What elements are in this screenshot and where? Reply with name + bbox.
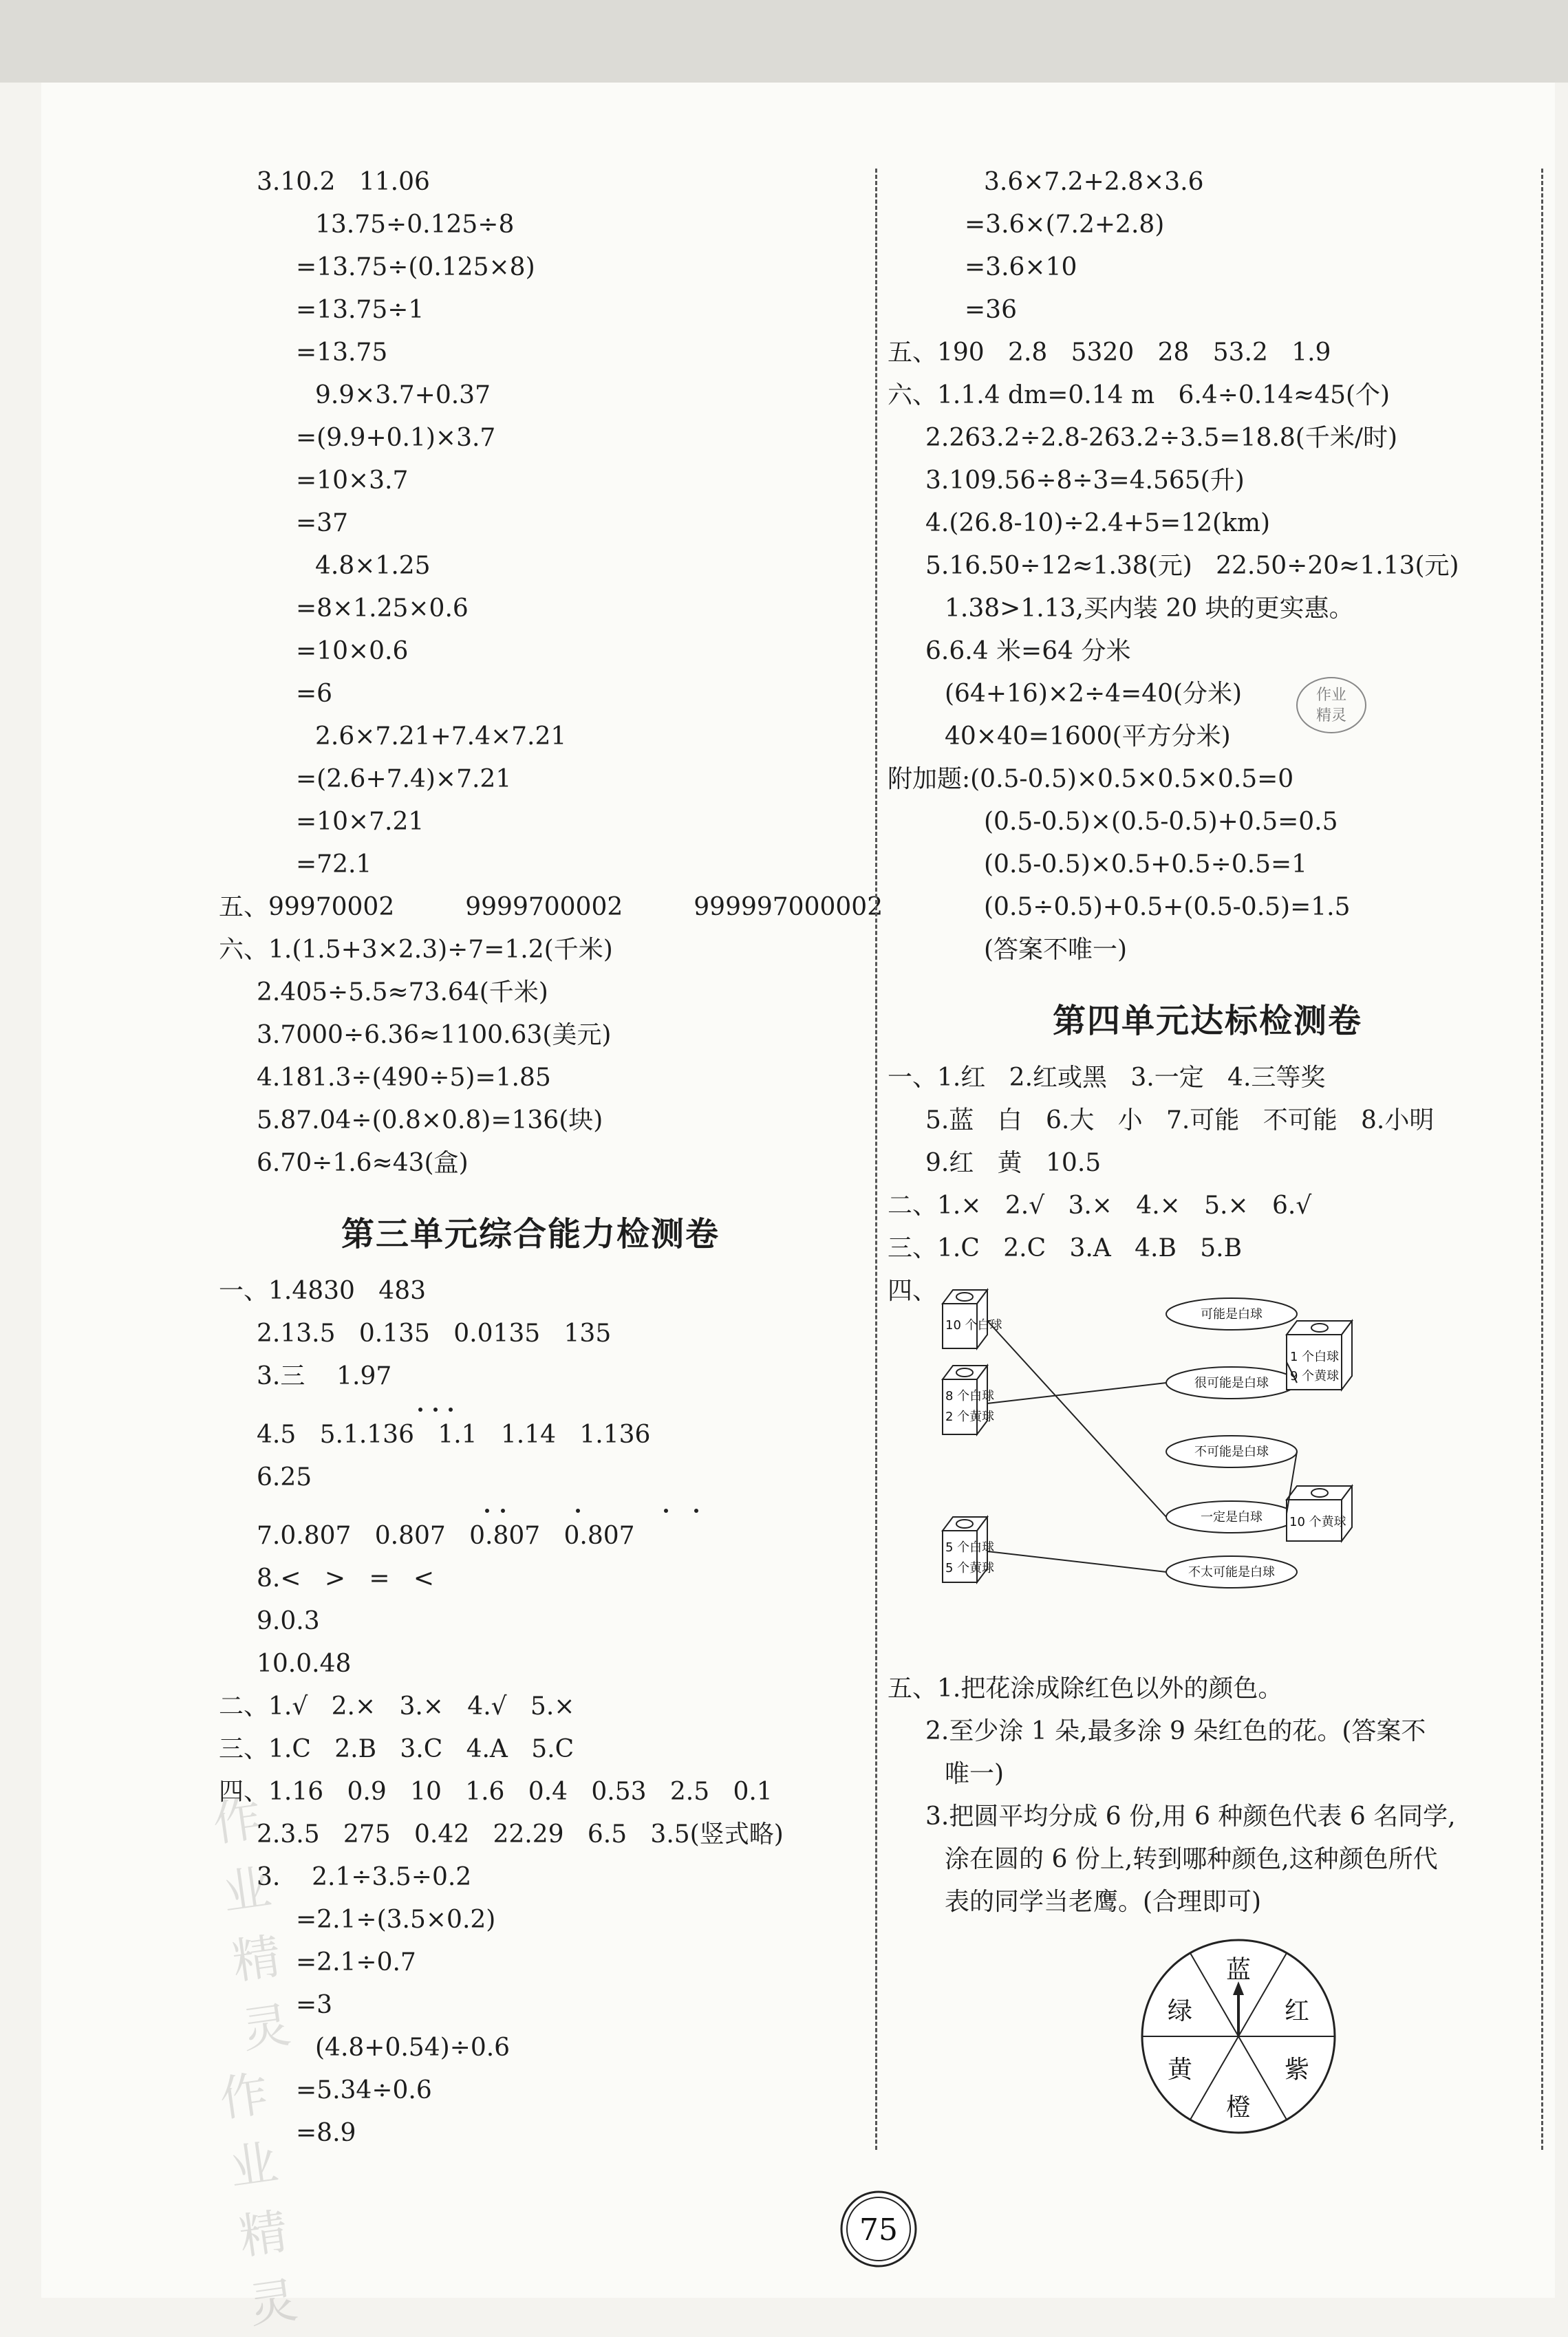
answer-line: 5.16.50÷12≈1.38(元) 22.50÷20≈1.13(元) — [925, 552, 1459, 580]
answer-line: 表的同学当老鹰。(合理即可) — [945, 1888, 1262, 1916]
box-label: 8 个白球 — [945, 1389, 995, 1403]
answer-line: =10×3.7 — [296, 466, 409, 495]
answer-line: 3.10.2 11.06 — [257, 168, 430, 196]
answer-line: 10.0.48 — [257, 1650, 352, 1678]
scan-top-band — [0, 0, 1568, 83]
answer-line: =(9.9+0.1)×3.7 — [296, 424, 496, 452]
repeat-dot — [664, 1509, 668, 1513]
right-margin-divider — [1541, 169, 1543, 2150]
answer-line: =2.1÷0.7 — [296, 1948, 416, 1977]
answer-line: 3.7000÷6.36≈1100.63(美元) — [257, 1021, 612, 1049]
answer-line: 一、1.红 2.红或黑 3.一定 4.三等奖 — [888, 1064, 1326, 1092]
answer-line: 五、1.把花涂成除红色以外的颜色。 — [888, 1674, 1283, 1703]
answer-line: =5.34÷0.6 — [296, 2076, 432, 2104]
oval-label: 不可能是白球 — [1194, 1445, 1269, 1459]
answer-line: 四、 — [888, 1277, 938, 1305]
matching-diagram — [936, 1280, 1390, 1637]
repeat-dot — [694, 1509, 698, 1513]
answer-line: =2.1÷(3.5×0.2) — [296, 1906, 496, 1934]
answer-line: 3.把圆平均分成 6 份,用 6 种颜色代表 6 名同学, — [925, 1802, 1456, 1831]
answer-line: 9.红 黄 10.5 — [925, 1149, 1102, 1177]
section-title-unit4: 第四单元达标检测卷 — [1053, 1002, 1363, 1040]
answer-line: =3.6×10 — [965, 253, 1077, 281]
answer-line: 三、1.C 2.B 3.C 4.A 5.C — [219, 1735, 574, 1763]
answer-line: 9.9×3.7+0.37 — [315, 381, 491, 409]
answer-line: 2.263.2÷2.8-263.2÷3.5=18.8(千米/时) — [925, 424, 1398, 452]
stamp-text: 作业 — [1315, 687, 1347, 704]
answer-line: 8.< > = < — [257, 1564, 434, 1593]
answer-line: 唯一) — [945, 1760, 1005, 1788]
answer-line: 40×40=1600(平方分米) — [945, 722, 1231, 751]
answer-line: 4.5 5.1.136 1.1 1.14 1.136 — [257, 1421, 651, 1449]
answer-line: 3. 2.1÷3.5÷0.2 — [257, 1863, 472, 1891]
answer-line: =72.1 — [296, 850, 372, 879]
answer-line: =6 — [296, 680, 333, 708]
answer-line: 2.至少涂 1 朵,最多涂 9 朵红色的花。(答案不 — [925, 1717, 1426, 1745]
answer-line: =(2.6+7.4)×7.21 — [296, 765, 512, 793]
wheel-label: 红 — [1284, 1997, 1310, 2025]
answer-line: 2.6×7.21+7.4×7.21 — [315, 722, 567, 751]
answer-line: 4.(26.8-10)÷2.4+5=12(km) — [925, 509, 1271, 537]
answer-line: 5.蓝 白 6.大 小 7.可能 不可能 8.小明 — [925, 1106, 1435, 1134]
wheel-label: 橙 — [1225, 2093, 1252, 2122]
box-label: 10 个白球 — [945, 1318, 1002, 1333]
box-label: 1 个白球 — [1290, 1350, 1340, 1364]
wheel-label: 黄 — [1167, 2056, 1193, 2084]
oval-label: 不太可能是白球 — [1188, 1565, 1275, 1580]
answer-line: 3.109.56÷8÷3=4.565(升) — [925, 466, 1245, 495]
wheel-label: 紫 — [1284, 2056, 1310, 2084]
page-number-text: 75 — [859, 2212, 898, 2248]
answer-line: 2.3.5 275 0.42 22.29 6.5 3.5(竖式略) — [257, 1820, 784, 1849]
repeat-dot — [418, 1408, 422, 1412]
answer-line: 6.25 — [257, 1463, 312, 1491]
wheel-label: 蓝 — [1225, 1956, 1252, 1984]
answer-line: 五、190 2.8 5320 28 53.2 1.9 — [888, 338, 1331, 367]
answer-line: (0.5÷0.5)+0.5+(0.5-0.5)=1.5 — [984, 893, 1351, 921]
oval-label: 可能是白球 — [1201, 1307, 1263, 1322]
wheel-label: 绿 — [1167, 1997, 1193, 2025]
answer-line: 9.0.3 — [257, 1607, 320, 1635]
stamp-icon — [1293, 671, 1369, 740]
answer-line: (答案不唯一) — [984, 936, 1128, 964]
answer-line: =3 — [296, 1991, 333, 2019]
answer-line: =8.9 — [296, 2119, 356, 2147]
watermark: 作业精灵 — [216, 2065, 301, 2334]
answer-line: =8×1.25×0.6 — [296, 594, 469, 623]
answer-line: 2.405÷5.5≈73.64(千米) — [257, 978, 548, 1006]
answer-line: =10×0.6 — [296, 637, 409, 665]
box-label: 9 个黄球 — [1290, 1369, 1340, 1383]
repeat-dot — [576, 1509, 580, 1513]
answer-line: 二、1.× 2.√ 3.× 4.× 5.× 6.√ — [888, 1192, 1312, 1220]
answer-line: =13.75 — [296, 338, 388, 367]
answer-line: 6.6.4 米=64 分米 — [925, 637, 1131, 665]
answer-line: 二、1.√ 2.× 3.× 4.√ 5.× — [219, 1692, 575, 1721]
answer-line: 五、99970002 9999700002 999997000002 — [219, 893, 883, 921]
answer-line: (64+16)×2÷4=40(分米) — [945, 680, 1243, 708]
column-divider — [875, 169, 877, 2150]
box-label: 2 个黄球 — [945, 1410, 995, 1424]
answer-line: =10×7.21 — [296, 808, 425, 836]
answer-line: 1.38>1.13,买内装 20 块的更实惠。 — [945, 594, 1354, 623]
answer-line: 5.87.04÷(0.8×0.8)=136(块) — [257, 1106, 603, 1134]
repeat-dot — [501, 1509, 505, 1513]
answer-line: 四、1.16 0.9 10 1.6 0.4 0.53 2.5 0.1 — [219, 1778, 773, 1806]
answer-line: =36 — [965, 296, 1017, 324]
answer-line: 4.8×1.25 — [315, 552, 431, 580]
answer-line: (4.8+0.54)÷0.6 — [315, 2034, 511, 2062]
answer-line: 三、1.C 2.C 3.A 4.B 5.B — [888, 1234, 1243, 1262]
answer-line: 六、1.(1.5+3×2.3)÷7=1.2(千米) — [219, 936, 613, 964]
answer-line: 3.三 1.97 — [257, 1362, 392, 1390]
answer-line: 2.13.5 0.135 0.0135 135 — [257, 1320, 612, 1348]
spinner-wheel — [1135, 1933, 1342, 2140]
box-label: 5 个黄球 — [945, 1561, 995, 1575]
answer-line: 一、1.4830 483 — [219, 1277, 427, 1305]
repeat-dot — [433, 1408, 438, 1412]
answer-line: 4.181.3÷(490÷5)=1.85 — [257, 1064, 551, 1092]
box-label: 5 个白球 — [945, 1540, 995, 1555]
repeat-dot — [485, 1509, 489, 1513]
answer-line: 3.6×7.2+2.8×3.6 — [984, 168, 1204, 196]
oval-label: 一定是白球 — [1201, 1510, 1263, 1525]
answer-line: 六、1.1.4 dm=0.14 m 6.4÷0.14≈45(个) — [888, 381, 1390, 409]
answer-line: 13.75÷0.125÷8 — [315, 211, 515, 239]
page-number — [837, 2188, 920, 2270]
oval-label: 很可能是白球 — [1194, 1376, 1269, 1390]
answer-line: =13.75÷(0.125×8) — [296, 253, 535, 281]
answer-line: 7.0.807 0.807 0.807 0.807 — [257, 1522, 635, 1550]
section-title-unit3: 第三单元综合能力检测卷 — [341, 1215, 720, 1253]
answer-line: (0.5-0.5)×(0.5-0.5)+0.5=0.5 — [984, 808, 1338, 836]
repeat-dot — [449, 1408, 453, 1412]
answer-line: 涂在圆的 6 份上,转到哪种颜色,这种颜色所代 — [945, 1845, 1438, 1873]
answer-line: 6.70÷1.6≈43(盒) — [257, 1149, 469, 1177]
answer-line: =37 — [296, 509, 348, 537]
answer-line: =3.6×(7.2+2.8) — [965, 211, 1165, 239]
answer-line: (0.5-0.5)×0.5+0.5÷0.5=1 — [984, 850, 1308, 879]
answer-line: =13.75÷1 — [296, 296, 425, 324]
box-label: 10 个黄球 — [1289, 1515, 1346, 1529]
stamp-text: 精灵 — [1315, 707, 1347, 724]
answer-line: 附加题:(0.5-0.5)×0.5×0.5×0.5=0 — [888, 765, 1294, 793]
watermark: 作业精灵 — [209, 1789, 294, 2059]
